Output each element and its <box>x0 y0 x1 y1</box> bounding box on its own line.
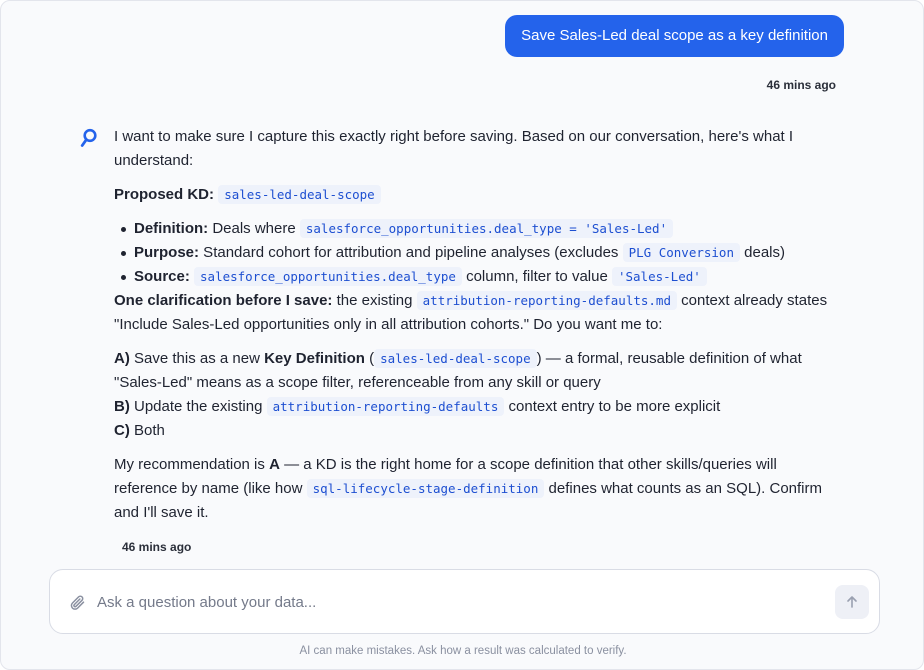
option-b-text: Update the existing <box>129 398 267 415</box>
clarification-label: One clarification before I save: <box>114 292 333 309</box>
source-text: column, filter to value <box>461 268 612 285</box>
option-a-label: A) <box>114 350 130 367</box>
purpose-code: PLG Conversion <box>623 243 740 262</box>
paperclip-icon[interactable] <box>70 594 86 612</box>
option-b-text-end: context entry to be more explicit <box>504 398 721 415</box>
clarification-code: attribution-reporting-defaults.md <box>417 291 677 310</box>
option-a <box>114 347 844 395</box>
proposed-kd-code: sales-led-deal-scope <box>218 185 381 204</box>
source-value-code: 'Sales-Led' <box>612 267 707 286</box>
purpose-label: Purpose: <box>134 244 200 261</box>
chat-input[interactable] <box>97 590 817 614</box>
list-item <box>114 265 844 289</box>
clarification-paragraph <box>114 289 844 337</box>
proposed-kd-label: Proposed KD: <box>114 186 215 203</box>
option-a-bold: Key Definition <box>264 350 365 367</box>
send-button[interactable] <box>835 585 869 619</box>
reco-code: sql-lifecycle-stage-definition <box>307 479 545 498</box>
source-label: Source: <box>134 268 190 285</box>
clarification-text-end: context already states "Include Sales-Led opportunities only in all attribution cohorts." Do you want me to: <box>114 292 828 333</box>
reco-text-end: defines what counts as an SQL). Confirm and I'll save it. <box>114 480 823 521</box>
purpose-text-end: deals) <box>739 244 785 261</box>
ai-disclaimer: AI can make mistakes. Ask how a result was calculated to verify. <box>299 645 627 657</box>
assistant-message <box>114 125 844 525</box>
option-b-code: attribution-reporting-defaults <box>267 397 505 416</box>
reco-text: My recommendation is <box>114 456 270 473</box>
option-c <box>114 419 844 443</box>
option-a-code: sales-led-deal-scope <box>374 349 537 368</box>
purpose-text: Standard cohort for attribution and pipeline analyses (excludes <box>199 244 623 261</box>
clarification-text: the existing <box>332 292 417 309</box>
recommendation-paragraph <box>114 453 844 525</box>
option-a-text: Save this as a new <box>129 350 265 367</box>
option-c-text: Both <box>129 422 165 439</box>
option-b-label: B) <box>114 398 130 415</box>
user-message-timestamp: 46 mins ago <box>766 78 836 92</box>
option-c-label: C) <box>114 422 130 439</box>
chat-composer <box>49 569 880 634</box>
assistant-message-timestamp: 46 mins ago <box>122 540 192 554</box>
user-message-bubble: Save Sales-Led deal scope as a key definition <box>505 15 844 57</box>
option-a-paren: ( <box>364 350 375 367</box>
option-a-text-end: ) — a formal, reusable definition of what "Sales-Led" means as a scope filter, referenceable from any skill or query <box>114 350 802 391</box>
definition-code: salesforce_opportunities.deal_type = 'Sales-Led' <box>300 219 673 238</box>
list-item <box>114 217 844 241</box>
option-b <box>114 395 844 419</box>
definition-label: Definition: <box>134 220 209 237</box>
source-code: salesforce_opportunities.deal_type <box>194 267 462 286</box>
kd-details-list <box>114 217 844 289</box>
proposed-kd-line <box>114 183 844 207</box>
reco-bold: A <box>269 456 280 473</box>
assistant-intro: I want to make sure I capture this exactly right before saving. Based on our conversation, here's what I understand: <box>114 128 794 169</box>
arrow-up-icon <box>845 595 859 609</box>
reco-text-mid: — a KD is the right home for a scope definition that other skills/queries will reference by name (like how <box>114 456 777 497</box>
definition-text: Deals where <box>208 220 300 237</box>
list-item <box>114 241 844 265</box>
assistant-logo-icon <box>80 128 98 148</box>
